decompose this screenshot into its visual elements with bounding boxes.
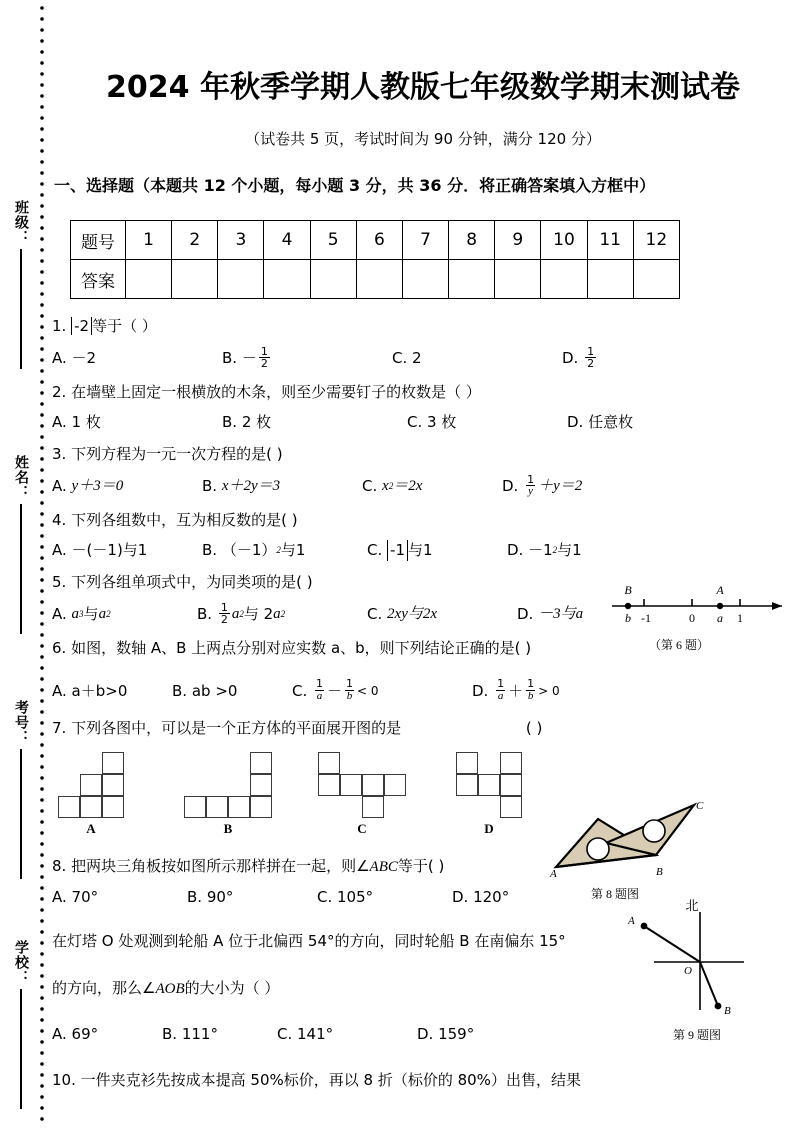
question-7-number: 7. — [52, 719, 67, 738]
option-c-base: x — [382, 478, 389, 495]
cube-net-label: C — [357, 820, 367, 836]
option-d-rest: 与1 — [557, 541, 582, 560]
net-empty — [456, 796, 478, 818]
option-b-text: ab >0 — [191, 681, 238, 700]
net-square — [250, 752, 272, 774]
question-2-stem — [52, 381, 794, 404]
net-empty — [80, 752, 102, 774]
question-number-cell: 8 — [449, 221, 495, 260]
absolute-value-expression: -2 — [71, 317, 92, 335]
margin-rule-exam-number — [20, 749, 22, 879]
option-b-base: （－1） — [221, 541, 277, 560]
option-c[interactable] — [392, 348, 562, 369]
question-9 — [52, 930, 794, 1045]
net-square — [384, 774, 406, 796]
answer-cell[interactable] — [310, 260, 356, 299]
answer-cell[interactable] — [541, 260, 587, 299]
option-b[interactable] — [222, 344, 392, 371]
row-header-question-number: 题号 — [71, 221, 126, 260]
question-10-number: 10. — [52, 1071, 76, 1090]
question-7-bracket: ( ) — [525, 719, 543, 738]
net-square — [102, 752, 124, 774]
margin-label-name: 姓名： — [13, 455, 29, 500]
cube-net-option-c[interactable] — [318, 752, 406, 837]
fraction-one-over-a: $\frac{1}{a}$ — [316, 677, 324, 702]
label-point-A: A — [716, 583, 724, 597]
margin-rule-name — [20, 504, 22, 634]
question-number-cell: 11 — [587, 221, 633, 260]
question-number-cell: 1 — [126, 221, 172, 260]
figure-caption-question-9: 第 9 题图 — [672, 1028, 721, 1042]
question-9-angle-name: AOB — [155, 980, 185, 997]
option-b-rest: 与1 — [280, 541, 306, 560]
cube-net-option-a[interactable] — [58, 752, 124, 837]
net-square — [318, 774, 340, 796]
net-square — [500, 796, 522, 818]
option-b-sign: － — [241, 349, 257, 368]
net-square — [58, 796, 80, 818]
question-2-number: 2. — [52, 382, 67, 401]
option-d-exponent: 2 — [552, 545, 558, 556]
tick-label-one: 1 — [737, 611, 743, 625]
option-b[interactable] — [202, 476, 362, 497]
net-square — [500, 774, 522, 796]
question-6-stem — [52, 637, 794, 660]
option-c[interactable] — [367, 540, 507, 561]
option-a-label: A. — [52, 349, 67, 368]
answer-cell[interactable] — [264, 260, 310, 299]
fraction-one-half: $\frac{1}{2}$ — [587, 344, 595, 371]
net-square — [456, 774, 478, 796]
option-c-text: 2xy与2x — [387, 606, 438, 623]
option-a[interactable]: A. 70° — [52, 888, 99, 907]
net-empty — [58, 774, 80, 796]
option-d-label: D. — [507, 541, 524, 560]
net-empty — [384, 796, 406, 818]
option-d[interactable] — [502, 472, 583, 499]
net-square — [362, 796, 384, 818]
question-8-number: 8. — [52, 856, 67, 875]
page-subtitle: （试卷共 5 页，考试时间为 90 分钟，满分 120 分） — [245, 130, 601, 148]
net-square — [228, 796, 250, 818]
question-number-cell: 2 — [172, 221, 218, 260]
cube-net-label: D — [484, 820, 494, 836]
option-a-label: A. — [52, 477, 67, 496]
question-number-cell: 5 — [310, 221, 356, 260]
option-c[interactable]: C. $\frac{1}{a}$ － $\frac{1}{b}$ < 0 — [292, 677, 379, 702]
net-square — [80, 796, 102, 818]
net-empty — [184, 752, 206, 774]
question-4-stem-text: 下列各组数中，互为相反数的是( ) — [71, 510, 298, 529]
option-a-label: A. — [52, 541, 67, 560]
question-7-stem — [52, 717, 794, 740]
question-1-stem-text: 等于（ ） — [92, 317, 157, 335]
answer-cell[interactable] — [449, 260, 495, 299]
option-b-text: x＋2y＝3 — [221, 478, 281, 495]
label-vertex-B: B — [656, 866, 663, 878]
label-ship-B: B — [724, 1005, 731, 1017]
answer-cell[interactable] — [172, 260, 218, 299]
net-empty — [58, 752, 80, 774]
page-title: 2024 年秋季学期人教版七年级数学期末测试卷 — [106, 70, 740, 105]
question-4-options — [52, 540, 794, 561]
option-b[interactable] — [202, 540, 367, 561]
margin-field-class — [8, 200, 34, 369]
cube-net-grid — [184, 752, 272, 818]
net-empty — [384, 752, 406, 774]
option-d-label: D. — [472, 681, 489, 700]
question-2 — [52, 381, 794, 434]
figure-caption-question-6: （第 6 题） — [648, 638, 709, 652]
question-number-cell: 6 — [356, 221, 402, 260]
cube-net-grid — [318, 752, 406, 818]
option-c-label: C. — [292, 681, 308, 700]
cube-net-grid — [58, 752, 124, 818]
label-value-b: b — [625, 611, 631, 625]
question-1 — [52, 315, 794, 371]
option-d[interactable]: D. 120° — [452, 888, 510, 907]
net-empty — [362, 752, 384, 774]
option-b-label: B. — [172, 681, 188, 700]
question-6-number: 6. — [52, 638, 67, 657]
net-empty — [228, 752, 250, 774]
question-9-stem-post: 的大小为（ ） — [184, 978, 280, 997]
net-square — [456, 752, 478, 774]
net-square — [102, 774, 124, 796]
fraction-one-over-b: $\frac{1}{b}$ — [346, 677, 354, 702]
option-d[interactable]: D. 任意枚 — [567, 413, 634, 432]
question-number-cell: 9 — [495, 221, 541, 260]
option-b[interactable] — [172, 681, 292, 702]
option-a[interactable] — [52, 540, 202, 561]
answer-cell[interactable] — [495, 260, 541, 299]
option-c-exponent: 2 — [388, 481, 394, 492]
option-d[interactable]: D. $\frac{1}{a}$ ＋ $\frac{1}{b}$ > 0 — [472, 677, 560, 702]
option-b[interactable]: B. 111° — [162, 1025, 218, 1044]
question-6 — [52, 637, 794, 704]
question-7-stem-text: 下列各图中，可以是一个正方体的平面展开图的是 — [71, 719, 402, 738]
net-empty — [478, 752, 500, 774]
option-a-label: A. — [52, 681, 67, 700]
option-a-text: a＋b>0 — [71, 681, 128, 700]
net-square — [340, 774, 362, 796]
question-1-number: 1. — [52, 317, 67, 335]
net-empty — [340, 796, 362, 818]
net-square — [478, 774, 500, 796]
question-3-stem — [52, 443, 794, 466]
option-c-label: C. — [392, 349, 408, 368]
question-2-stem-text: 在墙壁上固定一根横放的木条，则至少需要钉子的枚数是（ ） — [71, 382, 481, 401]
option-d[interactable]: D. 159° — [417, 1025, 475, 1044]
left-margin-strip — [0, 0, 46, 1131]
question-6-options — [52, 679, 794, 703]
table-row-question-numbers — [71, 221, 680, 260]
label-north: 北 — [685, 899, 699, 914]
answer-cell[interactable] — [402, 260, 448, 299]
net-empty — [318, 796, 340, 818]
fraction-one-over-a: $\frac{1}{a}$ — [497, 677, 505, 702]
fraction-one-half: $\frac{1}{2}$ — [260, 344, 268, 371]
option-b-exponent: 2 — [276, 545, 281, 556]
net-square — [500, 752, 522, 774]
option-d-base: －1 — [528, 541, 553, 560]
question-9-stem-line-2 — [52, 977, 794, 1001]
margin-field-name — [8, 455, 34, 634]
margin-field-school — [8, 940, 34, 1109]
margin-label-school: 学校： — [13, 940, 29, 985]
option-a[interactable]: A. 69° — [52, 1025, 99, 1044]
option-a-text: －2 — [71, 349, 97, 368]
question-4 — [52, 509, 794, 562]
answer-cell[interactable] — [126, 260, 172, 299]
net-empty — [228, 774, 250, 796]
net-square — [206, 796, 228, 818]
question-3 — [52, 443, 794, 499]
net-square — [184, 796, 206, 818]
label-vertex-A: A — [550, 868, 557, 879]
cube-net-label: A — [86, 820, 96, 836]
question-6-stem-text: 如图，数轴 A、B 上两点分别对应实数 a、b，则下列结论正确的是( ) — [71, 638, 532, 657]
option-b[interactable]: B. 90° — [187, 888, 234, 907]
absolute-value-expression: -1 — [387, 540, 408, 561]
question-5-number: 5. — [52, 573, 67, 592]
option-a[interactable] — [52, 348, 222, 369]
net-square — [102, 796, 124, 818]
option-c-rest: ＝2x — [393, 478, 423, 495]
tick-label-zero: 0 — [689, 611, 695, 625]
option-a[interactable] — [52, 681, 172, 702]
option-c-label: C. — [367, 541, 383, 560]
option-a[interactable]: A. 1 枚 — [52, 413, 101, 432]
question-10-stem-text: 一件夹克衫先按成本提高 50%标价，再以 8 折（标价的 80%）出售，结果 — [80, 1071, 581, 1090]
question-8-stem-post: 等于( ) — [397, 856, 445, 875]
option-d-text: －3与a — [538, 606, 584, 623]
label-origin-O: O — [684, 965, 692, 977]
table-row-answers — [71, 260, 680, 299]
question-10 — [52, 1069, 794, 1092]
question-3-options — [52, 472, 794, 499]
question-8-stem-pre: 把两块三角板按如图所示那样拼在一起，则∠ — [71, 856, 370, 875]
question-number-cell: 7 — [402, 221, 448, 260]
option-a-text: －(－1)与1 — [71, 541, 148, 560]
option-d-label: D. — [517, 605, 534, 624]
option-c[interactable]: C. 141° — [277, 1025, 334, 1044]
cube-net-grid — [456, 752, 522, 818]
question-1-options — [52, 344, 794, 371]
fraction-one-over-y: $\frac{1}{y}$ — [527, 472, 535, 498]
option-d-rest: ＋y＝2 — [538, 478, 583, 495]
cube-net-label: B — [223, 820, 233, 836]
option-b-label: B. — [202, 477, 218, 496]
option-a[interactable] — [52, 476, 202, 497]
margin-label-class: 班级： — [13, 200, 29, 245]
option-a-label: A. — [52, 605, 67, 624]
option-a-text: y＋3＝0 — [71, 478, 124, 495]
figure-caption-question-8: 第 8 题图 — [590, 887, 639, 901]
option-c[interactable]: C. 105° — [317, 888, 374, 907]
net-empty — [206, 774, 228, 796]
question-4-stem — [52, 509, 794, 532]
number-line-svg — [604, 578, 794, 630]
question-9-stem-pre: 的方向，那么∠ — [52, 978, 156, 997]
cutting-line-dotted — [40, 6, 44, 1126]
net-square — [362, 774, 384, 796]
option-b[interactable]: B. $\frac{1}{2}$ a 2 与 2 a 2 — [197, 600, 286, 627]
margin-rule-class — [20, 249, 22, 369]
answer-grid-table — [70, 220, 680, 299]
question-8-angle-name: ABC — [369, 858, 398, 875]
margin-field-exam-number — [8, 700, 34, 879]
option-c-label: C. — [367, 605, 383, 624]
net-square — [250, 796, 272, 818]
question-3-stem-text: 下列方程为一元一次方程的是( ) — [71, 445, 283, 464]
label-value-a: a — [717, 611, 723, 625]
label-ship-A: A — [628, 915, 635, 927]
option-c[interactable]: C. 3 枚 — [407, 413, 457, 432]
net-empty — [478, 796, 500, 818]
option-b-label: B. — [197, 605, 213, 624]
net-empty — [340, 752, 362, 774]
net-empty — [184, 774, 206, 796]
option-d[interactable] — [507, 540, 582, 561]
question-number-cell: 10 — [541, 221, 587, 260]
section-heading-choice: 一、选择题（本题共 12 个小题，每小题 3 分，共 36 分．将正确答案填入方框中） — [54, 176, 656, 195]
option-d-label: D. — [502, 477, 519, 496]
question-4-number: 4. — [52, 510, 67, 529]
label-vertex-C: C — [696, 800, 704, 812]
net-square — [318, 752, 340, 774]
question-number-cell: 3 — [218, 221, 264, 260]
answer-cell[interactable] — [356, 260, 402, 299]
question-10-stem — [52, 1069, 794, 1092]
answer-cell[interactable] — [633, 260, 679, 299]
question-1-stem — [52, 315, 794, 338]
answer-cell[interactable] — [218, 260, 264, 299]
net-empty — [206, 752, 228, 774]
question-number-cell: 4 — [264, 221, 310, 260]
margin-rule-school — [20, 989, 22, 1109]
option-c-text: 2 — [412, 349, 422, 368]
question-2-options — [52, 412, 794, 433]
question-9-stem-line-1: 在灯塔 O 处观测到轮船 A 位于北偏西 54°的方向，同时轮船 B 在南偏东 15° — [52, 932, 566, 951]
cube-net-option-d[interactable] — [456, 752, 522, 837]
option-b-label: B. — [202, 541, 218, 560]
option-d[interactable] — [562, 344, 598, 371]
exam-paper-body — [52, 0, 794, 1131]
question-9-options — [52, 1024, 794, 1045]
question-3-number: 3. — [52, 445, 67, 464]
option-c[interactable] — [367, 604, 517, 625]
hole-circle-right — [643, 820, 665, 842]
option-b[interactable]: B. 2 枚 — [222, 413, 272, 432]
margin-label-exam-number: 考号： — [13, 700, 29, 745]
option-c[interactable] — [362, 476, 502, 497]
option-d-label: D. — [562, 349, 579, 368]
label-point-B: B — [624, 583, 632, 597]
fraction-one-half: $\frac{1}{2}$ — [220, 600, 228, 627]
row-header-answer: 答案 — [71, 260, 126, 299]
option-d[interactable] — [517, 604, 583, 625]
answer-cell[interactable] — [587, 260, 633, 299]
option-a[interactable]: A. a 3 与 a 2 — [52, 605, 111, 624]
option-c-label: C. — [362, 477, 378, 496]
net-square — [80, 774, 102, 796]
question-8-stem — [52, 855, 794, 879]
tick-label-minus-one: -1 — [641, 611, 651, 625]
question-5-stem-text: 下列各组单项式中，为同类项的是( ) — [71, 573, 313, 592]
option-b-label: B. — [222, 349, 238, 368]
cube-net-option-b[interactable] — [184, 752, 272, 837]
option-c-rest: 与1 — [408, 541, 433, 560]
net-square — [250, 774, 272, 796]
fraction-one-over-b: $\frac{1}{b}$ — [527, 677, 535, 702]
question-number-cell: 12 — [633, 221, 679, 260]
